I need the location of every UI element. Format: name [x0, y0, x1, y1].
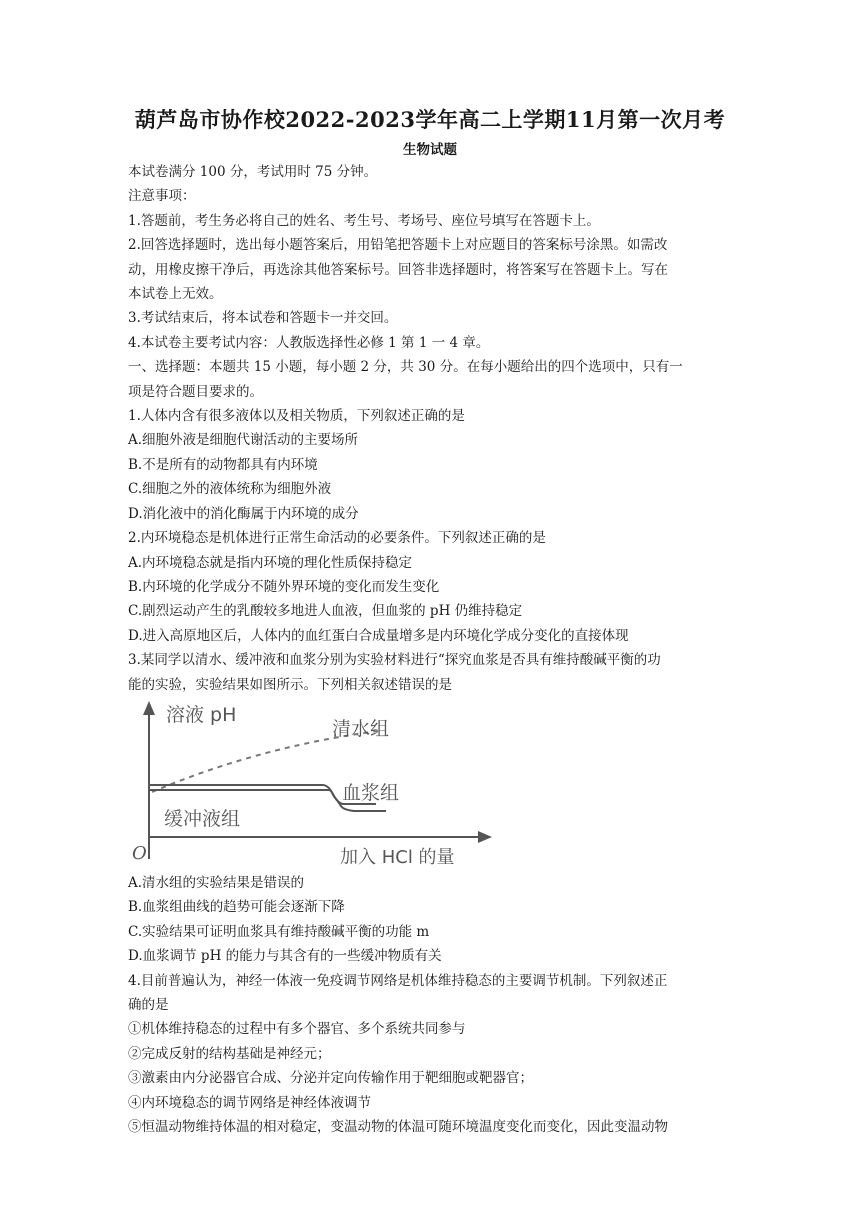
question-3-option-c: C.实验结果可证明血浆具有维持酸碱平衡的功能 m: [128, 923, 430, 940]
x-axis-label: 加入 HCl 的量: [340, 846, 455, 867]
question-3-option-a: A.清水组的实验结果是错误的: [128, 874, 305, 891]
question-4-stem-b: 确的是: [128, 996, 169, 1013]
question-3-stem-a: 3.某同学以清水、缓冲液和血浆分别为实验材料进行“探究血浆是否具有维持酸碱平衡的功: [128, 652, 661, 669]
question-3-stem-b: 能的实验，实验结果如图所示。下列相关叙述错误的是: [128, 676, 452, 693]
exam-body: [128, 160, 738, 1139]
notes-heading: 注意事项：: [128, 188, 196, 205]
note-4: 4.本试卷主要考试内容：人教版选择性必修 1 第 1 一 4 章。: [128, 334, 490, 351]
question-4-statement-2: ②完成反射的结构基础是神经元；: [128, 1045, 331, 1062]
question-2-option-a: A.内环境稳态就是指内环境的理化性质保持稳定: [128, 554, 413, 571]
note-2-line-c: 本试卷上无效。: [128, 286, 223, 303]
question-3-option-b: B.血浆组曲线的趋势可能会逐渐下降: [128, 899, 345, 916]
question-2-stem: 2.内环境稳态是机体进行正常生命活动的必要条件。下列叙述正确的是: [128, 530, 546, 547]
ph-chart-svg: [128, 699, 508, 867]
series-label-buffer: 缓冲液组: [164, 807, 241, 830]
question-1-option-d: D.消化液中的消化酶属于内环境的成分: [128, 505, 359, 522]
question-4-statement-4: ④内环境稳态的调节网络是神经体液调节: [128, 1094, 371, 1111]
x-axis-arrow: [478, 831, 492, 843]
note-2-line-b: 动，用橡皮擦干净后，再选涂其他答案标号。回答非选择题时，将答案写在答题卡上。写在: [128, 261, 668, 278]
page-subtitle: 生物试题: [403, 142, 457, 158]
origin-label: O: [132, 842, 147, 864]
question-3-option-d: D.血浆调节 pH 的能力与其含有的一些缓冲物质有关: [128, 948, 442, 965]
note-3: 3.考试结束后，将本试卷和答题卡一并交回。: [128, 310, 398, 327]
series-label-plasma: 血浆组: [342, 781, 400, 804]
page-title: 葫芦岛市协作校2022-2023学年高二上学期11月第一次月考: [134, 107, 726, 132]
question-4-statement-3: ③激素由内分泌器官合成、分泌并定向传输作用于靶细胞或靶器官；: [128, 1070, 533, 1087]
question-1-stem: 1.人体内含有很多液体以及相关物质，下列叙述正确的是: [128, 408, 465, 425]
question-1-option-a: A.细胞外液是细胞代谢活动的主要场所: [128, 432, 359, 449]
question-2-option-c: C.剧烈运动产生的乳酸较多地进人血液，但血浆的 pH 仍维持稳定: [128, 603, 523, 620]
score-line: 本试卷满分 100 分，考试用时 75 分钟。: [128, 164, 378, 180]
section-1-heading-b: 项是符合题目要求的。: [128, 383, 263, 400]
section-1-heading-a: 一、选择题：本题共 15 小题，每小题 2 分，共 30 分。在每小题给出的四个选项中，只有一: [128, 359, 683, 376]
y-axis-label: 溶液 pH: [166, 703, 237, 726]
ph-chart: [128, 699, 738, 867]
note-1: 1.答题前，考生务必将自己的姓名、考生号、考场号、座位号填写在答题卡上。: [128, 212, 600, 229]
question-1-option-b: B.不是所有的动物都具有内环境: [128, 456, 318, 473]
series-label-water: 清水组: [332, 717, 390, 740]
question-4-statement-5: ⑤恒温动物维持体温的相对稳定，变温动物的体温可随环境温度变化而变化，因此变温动物: [128, 1119, 668, 1135]
y-axis-arrow: [143, 701, 155, 715]
question-4-stem-a: 4.目前普遍认为，神经一体液一免疫调节网络是机体维持稳态的主要调节机制。下列叙述正: [128, 972, 668, 989]
note-2-line-a: 2.回答选择题时，选出每小题答案后，用铅笔把答题卡上对应题目的答案标号涂黑。如需改: [128, 237, 668, 254]
question-1-option-c: C.细胞之外的液体统称为细胞外液: [128, 481, 332, 498]
question-4-statement-1: ①机体维持稳态的过程中有多个器官、多个系统共同参与: [128, 1021, 466, 1038]
question-2-option-d: D.进入高原地区后，人体内的血红蛋白合成量增多是内环境化学成分变化的直接体现: [128, 627, 629, 644]
question-2-option-b: B.内环境的化学成分不随外界环境的变化而发生变化: [128, 578, 440, 595]
